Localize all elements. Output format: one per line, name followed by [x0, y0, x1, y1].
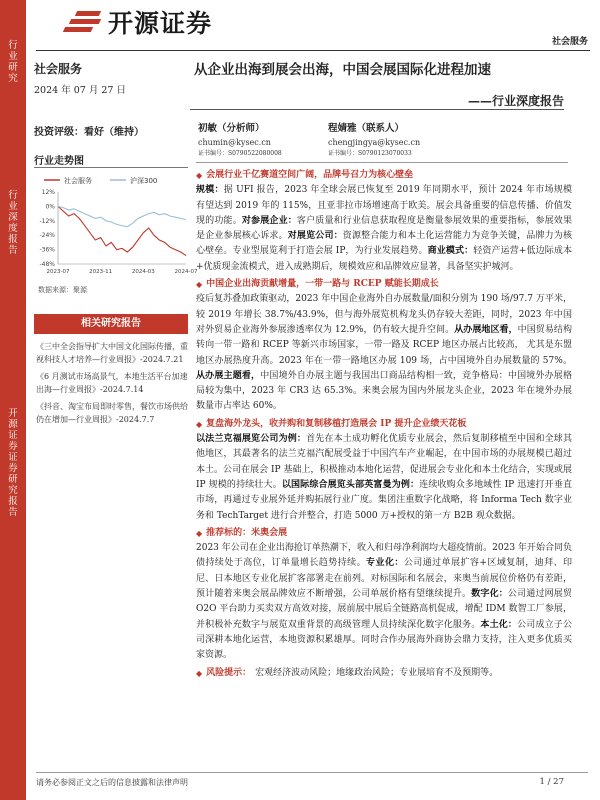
- x-tick-label: 2024-03: [131, 269, 155, 275]
- paragraph-lead: 专业化：: [366, 558, 404, 569]
- paragraph-text: 轻资产运营+低边际成本+优质现金流模式，进入成熟期后，规模效应和品牌效应显著，具备坚实护城河。: [196, 246, 572, 272]
- paragraph-lead: 以国际综合展览头部英富曼为例：: [281, 479, 420, 490]
- diamond-bullet-icon: ◆: [196, 527, 203, 538]
- paragraph-lead: 从办展地区看，: [454, 324, 518, 335]
- diamond-bullet-icon: ◆: [196, 418, 203, 429]
- side-strip: [0, 0, 26, 800]
- paragraph-lead: 规模：: [196, 185, 224, 196]
- section-heading-text: 复盘海外龙头，收并购和复制移植打造展会 IP 提升企业绩天花板: [206, 418, 467, 429]
- y-tick-label: 12%: [41, 189, 55, 196]
- related-report-link[interactable]: 《6 月测试市场高景气，本地生活平台加速出海—行业周报》-2024.7.14: [36, 372, 188, 394]
- header-sector-label: 社会服务: [551, 37, 588, 47]
- y-tick-label: -24%: [39, 232, 55, 240]
- report-subtitle: ——行业深度报告: [467, 94, 564, 108]
- trend-divider: [34, 167, 188, 168]
- section-paragraph: [196, 432, 572, 524]
- section-heading-text: 风险提示：: [206, 667, 252, 678]
- analyst-card: [328, 120, 420, 157]
- section-heading: [196, 417, 572, 432]
- x-tick-label: 2023-07: [46, 269, 70, 275]
- footer-disclaimer: 请务必参阅正文之后的信息披露和法律声明: [36, 778, 188, 787]
- paragraph-text: 连续收购众多地域性 IP 迅速打开垂直市场，再通过专业展外延并购拓展行业广度。集团注重数字化战略，将 Informa Tech 数字业务和 TechTarget 进行合并整合，打造 5000 万+授权的第一方 B2B 观众数据。: [196, 479, 572, 521]
- paragraph-lead: 商业模式：: [427, 246, 474, 257]
- section-heading: [196, 526, 572, 541]
- brand-logo-mark: [62, 5, 102, 39]
- side-label-top: 行业研究: [8, 40, 18, 84]
- brand-name: 开源证券: [108, 9, 213, 38]
- investment-rating: 投资评级：看好（维持）: [34, 127, 144, 138]
- paragraph-lead: 本土化：: [480, 619, 518, 630]
- footer-divider: [36, 772, 588, 773]
- paragraph-text: 公司通过网展贸 O2O 平台助力买卖双方高效对接，展前展中展后全链路高机促成，增配 IDM 数智工厂参展，并积极补充数字与展览双重背景的高级管理人员持续深化数字化服务。: [196, 589, 572, 630]
- diamond-bullet-icon: ◆: [196, 170, 203, 180]
- paragraph-text: 中国境外自办展主题与我国出口商品结构相一致，竞争格局：中国境外办展格局较为集中，2023 年 CR3 达 65.3%。来奥会展为国内外展龙头企业，2023 年在境外办展数量市占率达 60%。: [196, 370, 572, 412]
- page-number: 1 / 27: [539, 777, 564, 787]
- section-paragraph: [196, 183, 572, 275]
- legend-label: 社会服务: [64, 177, 92, 185]
- paragraph-text: 2023 年公司在企业出海抢订单热潮下，收入和归母净利润均大超疫情前。2023 年开始合同负债持续处于高位，订单量增长趋势持续。: [196, 543, 572, 569]
- analyst-name: 初敏（分析师）: [198, 123, 265, 134]
- diamond-bullet-icon: ◆: [196, 667, 203, 678]
- section-paragraph: [196, 541, 572, 663]
- paragraph-text: 首先在本土成功孵化优质专业展会，然后复制移植至中国和全球其他地区，其最著名的法兰克福汽配展受益于中国汽车产业崛起，在中国市场的办展规模已超过本土。公司在展会 IP 基础上，积极推动本地化运营，促进展会专业化和本土化结合，实现或展 IP 规模的持续壮大。: [196, 434, 572, 490]
- analyst-name: 程婧雅（联系人）: [328, 123, 405, 134]
- paragraph-lead: 以法兰克福展览公司为例：: [196, 434, 307, 445]
- diamond-bullet-icon: ◆: [196, 279, 203, 290]
- title-divider: [190, 109, 564, 110]
- analyst-cert: 证书编号：S0790522080008: [198, 150, 282, 157]
- paragraph-text: 公司成立子公司深耕本地化运营，本地资源积累雄厚。同时合作办展海外商协会鼎力支持，注入更多优质买家资源。: [196, 619, 572, 661]
- side-label-mid: 行业深度报告: [8, 190, 18, 256]
- y-tick-label: -36%: [39, 246, 55, 254]
- x-tick-label: 2024-07: [174, 269, 198, 275]
- section-heading: [196, 277, 572, 292]
- y-tick-label: -12%: [39, 217, 55, 225]
- section-heading-text: 推荐标的：米奥会展: [206, 527, 288, 538]
- y-tick-label: 0%: [45, 203, 55, 211]
- analyst-card: [198, 120, 282, 157]
- trend-chart: [34, 172, 198, 282]
- x-tick-label: 2023-11: [89, 269, 113, 275]
- trend-title: 行业走势图: [34, 156, 84, 167]
- y-tick-label: -48%: [39, 261, 55, 268]
- analyst-email[interactable]: chumin@kysec.cn: [198, 138, 271, 147]
- analyst-cert: 证书编号：S0790123070033: [328, 150, 412, 157]
- related-research-list: [36, 340, 188, 430]
- section-heading: [196, 666, 572, 681]
- section-heading-rest: 宏观经济波动风险；地缘政治风险；专业展培育不及预期等。: [255, 667, 499, 678]
- paragraph-text: 疫后复苏叠加政策驱动，2023 年中国企业海外自办展数量/面积分别为 190 场/97.7 万平米，较 2019 年增长 38.7%/43.9%，但与海外展览机构龙头仍存较大差距，同时，2023 年中国对外贸易企业海外参展渗透率仅为 12.9%，仍有较大提升空间。: [196, 294, 572, 335]
- report-body: [196, 166, 572, 681]
- side-label-bottom: 开源证券 证券研究报告: [8, 408, 18, 518]
- related-report-link[interactable]: 《三中全会指导扩大中国文化国际传播，重视科技人才培养—行业周报》-2024.7.21: [36, 342, 188, 364]
- analyst-email[interactable]: chengjingya@kysec.cn: [328, 138, 421, 147]
- paragraph-text: 据 UFI 报告，2023 年全球会展已恢复至 2019 年同期水平，预计 2024 年市场规模有望达到 2019 年的 115%，且亚非拉市场增速高于欧美。展会具备重要的信息传播、价值发现的功能。: [196, 185, 572, 226]
- related-report-link[interactable]: 《抖音、淘宝布局即时零售，餐饮市场供给仍在增加—行业周报》-2024.7.7: [36, 402, 188, 424]
- section-heading-text: 中国企业出海贡献增量，一带一路与 RCEP 赋能长期成长: [206, 279, 439, 290]
- chart-source: 数据来源：聚源: [38, 286, 87, 294]
- paragraph-lead: 从办展主题看，: [196, 370, 261, 381]
- section-heading-text: 会展行业千亿赛道空间广阔，品牌号召力为核心壁垒: [206, 170, 414, 180]
- series-line: [58, 206, 186, 255]
- paragraph-lead: 对展览公司：: [287, 231, 343, 242]
- header-divider: [36, 50, 590, 51]
- paragraph-lead: 数字化：: [471, 589, 508, 600]
- paragraph-text: 资源整合能力和本土化运营能力为竞争关键，品牌力为核心壁垒。专业型展览利于打造会展 IP，为行业发展趋势。: [196, 231, 572, 257]
- analyst-divider: [196, 162, 568, 163]
- section-heading: [196, 168, 572, 183]
- brand-logo: [62, 2, 212, 42]
- report-title: 从企业出海到展会出海，中国会展国际化进程加速: [194, 62, 491, 78]
- paragraph-text: 客户质量和行业信息获取程度是衡量参展效果的重要指标，参展效果是企业参展核心诉求。: [196, 215, 572, 242]
- paragraph-text: 中国贸易结构转向一带一路和 RCEP 等新兴市场国家，一带一路及 RCEP 地区办展占比较高， 尤其是东盟地区办展热度升高。2023 年在一带一路地区办展 109 场，占中国境外自办展数量的 57%。: [196, 324, 572, 366]
- paragraph-lead: 对参展企业：: [241, 215, 297, 226]
- related-research-header: 相关研究报告: [34, 314, 188, 334]
- report-sector: 社会服务: [34, 62, 83, 76]
- report-date: 2024 年 07 月 27 日: [34, 85, 126, 96]
- paragraph-text: 公司通过单展扩容+区域复制，迪拜、印尼、日本地区专业化展扩客部署走在前列。对标国际和名展会，来奥当前展位价格仍有差距，预计随着来奥会展品牌效应不断增强，公司单展价格有望继续提升。: [196, 558, 572, 600]
- legend-label: 沪深300: [130, 177, 158, 185]
- section-paragraph: [196, 292, 572, 414]
